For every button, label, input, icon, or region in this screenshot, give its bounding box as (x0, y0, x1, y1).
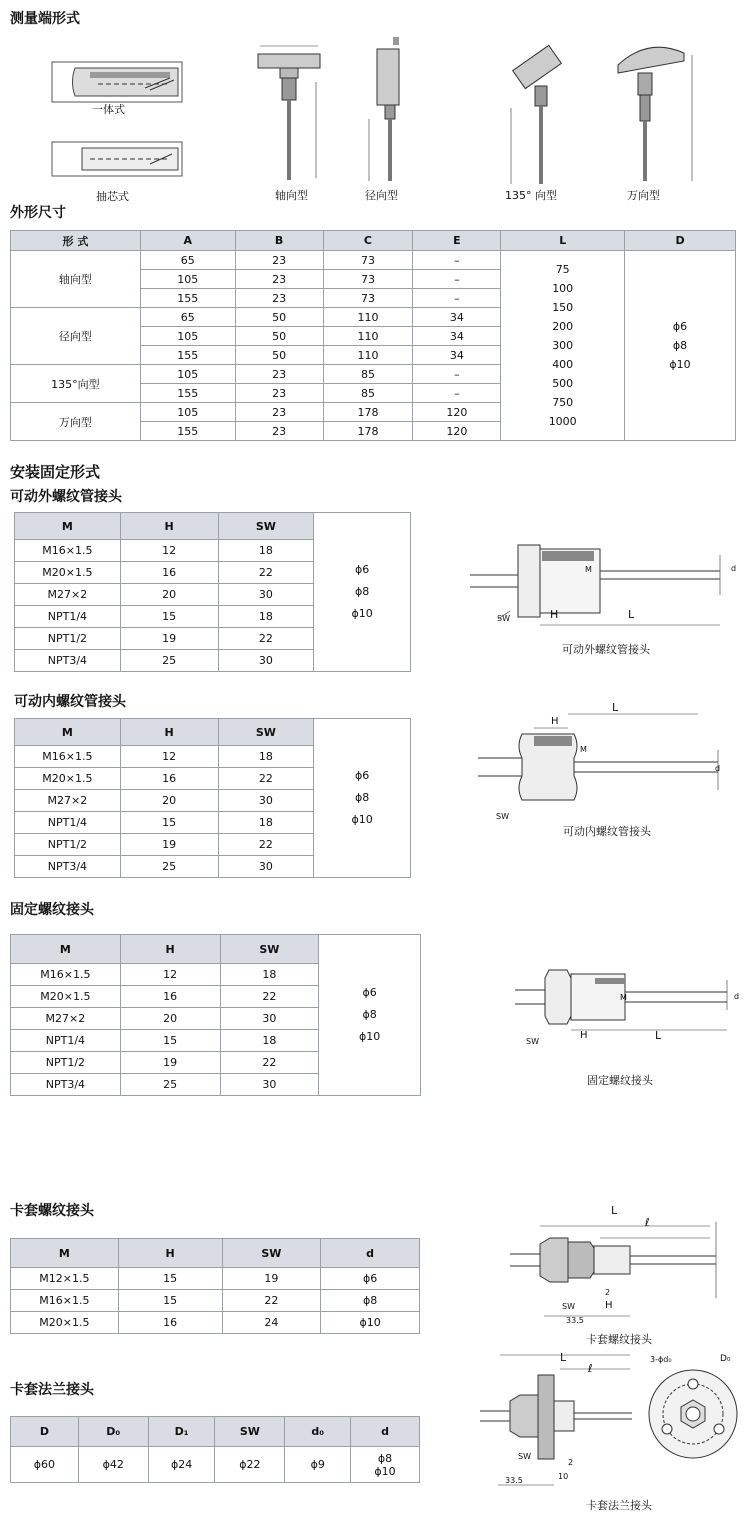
header-sw: SW (222, 1239, 321, 1268)
cell-m: M20×1.5 (11, 1312, 119, 1334)
diagram2-l: L (612, 701, 619, 714)
cell-sw: 30 (218, 790, 314, 812)
cell-m: NPT1/2 (15, 834, 121, 856)
l-value: 500 (552, 377, 574, 390)
dim-cell: 85 (323, 365, 413, 384)
dim-cell: 34 (413, 308, 501, 327)
cell-h: 25 (120, 650, 218, 672)
dim-header-l: L (501, 231, 625, 251)
cell-sw: 30 (218, 584, 314, 606)
dim-cell: 155 (140, 422, 235, 441)
caption-ferrule-thread: 卡套螺纹接头 (586, 1333, 652, 1346)
dim-d-values (625, 251, 736, 441)
cell-m: M27×2 (11, 1008, 121, 1030)
diagram3-l: L (655, 1029, 662, 1042)
cell-sw: 22 (220, 986, 319, 1008)
diagram4-2: 2 (605, 1288, 611, 1297)
diagram5-2: 2 (568, 1458, 574, 1467)
dim-cell: 23 (235, 251, 323, 270)
d-value: ϕ6 (362, 986, 377, 999)
dim-cell: 178 (323, 422, 413, 441)
integral-label: 一体式 (92, 103, 125, 116)
cell-h: 16 (120, 562, 218, 584)
dim-cell: 34 (413, 327, 501, 346)
header-d0: D₀ (78, 1417, 148, 1447)
dim-cell: 85 (323, 384, 413, 403)
d-value: ϕ6 (354, 769, 370, 782)
header-sw: SW (215, 1417, 285, 1447)
diagram2-sw: SW (496, 812, 509, 821)
d-values (314, 719, 411, 878)
cell-sw: ϕ22 (215, 1447, 285, 1483)
caption-movable-male: 可动外螺纹管接头 (562, 643, 650, 656)
header-sw: SW (218, 513, 314, 540)
dim-header-a: A (140, 231, 235, 251)
diagram2-d: d (715, 764, 721, 773)
cell-h: 12 (120, 746, 218, 768)
d-value: ϕ10 (358, 1030, 381, 1043)
d-value: ϕ10 (669, 358, 691, 371)
cell-sw: 30 (218, 856, 314, 878)
dim-cell: 23 (235, 270, 323, 289)
cell-h: 20 (120, 584, 218, 606)
cell-sw: 18 (220, 1030, 319, 1052)
diagram5-holes: 3-ϕd₀ (650, 1355, 672, 1364)
d-value: ϕ8 (354, 585, 370, 598)
diagram4-h: H (605, 1300, 613, 1311)
dim-cell: 178 (323, 403, 413, 422)
dim-header-type: 形 式 (11, 231, 141, 251)
header-h: H (120, 719, 218, 746)
dim-cell: 23 (235, 365, 323, 384)
cell-h: 19 (120, 628, 218, 650)
cell-h: 16 (120, 986, 220, 1008)
cell-m: M27×2 (15, 584, 121, 606)
section-title-movable-female: 可动内螺纹管接头 (14, 694, 126, 710)
diagram3-sw: SW (526, 1037, 539, 1046)
cell-h: 15 (120, 606, 218, 628)
diagram5-335: 33.5 (505, 1476, 523, 1485)
dim-cell: – (413, 384, 501, 403)
cell-h: 12 (120, 540, 218, 562)
caption-fixed-thread: 固定螺纹接头 (587, 1074, 653, 1087)
dim-cell: – (413, 289, 501, 308)
dim-group-name: 轴向型 (11, 251, 141, 308)
dim-group-name: 135°向型 (11, 365, 141, 403)
cell-h: 25 (120, 1074, 220, 1096)
l-value: 100 (552, 282, 574, 295)
cell-d (351, 1447, 420, 1483)
cell-sw: 30 (220, 1008, 319, 1030)
diagram2-h: H (551, 716, 559, 727)
ferrule-thread-table (10, 1238, 420, 1334)
l-value: 75 (555, 263, 570, 276)
l-value: 400 (552, 358, 574, 371)
core-probe-diagram (50, 140, 185, 180)
axial-type-diagram (258, 42, 328, 187)
header-h: H (120, 513, 218, 540)
d-value: ϕ8 (362, 1008, 377, 1021)
diagram3-m: M (620, 993, 627, 1002)
diagram5-10: 10 (558, 1472, 569, 1481)
l-value: 150 (552, 301, 574, 314)
section-title-measuring-end: 测量端形式 (10, 11, 80, 27)
cell-m: M16×1.5 (15, 746, 121, 768)
header-d0-small: d₀ (285, 1417, 351, 1447)
cell-h: 20 (120, 1008, 220, 1030)
dim-cell: 110 (323, 346, 413, 365)
dim-header-d: D (625, 231, 736, 251)
cell-d: ϕ10 (321, 1312, 420, 1334)
d-values (319, 935, 421, 1096)
fixed-thread-diagram (515, 960, 745, 1045)
diagram5-ell: ℓ (588, 1362, 593, 1375)
l-value: 1000 (548, 415, 577, 428)
dim-header-c: C (323, 231, 413, 251)
dim-cell: 105 (140, 403, 235, 422)
section-title-ferrule-flange: 卡套法兰接头 (10, 1382, 94, 1398)
ferrule-thread-diagram (510, 1198, 740, 1323)
header-sw: SW (220, 935, 319, 964)
cell-m: M16×1.5 (15, 540, 121, 562)
d-value: ϕ10 (351, 607, 373, 620)
cell-m: M16×1.5 (11, 964, 121, 986)
cell-m: M20×1.5 (11, 986, 121, 1008)
cell-sw: 19 (222, 1268, 321, 1290)
diagram2-m: M (580, 745, 587, 754)
cell-sw: 22 (218, 628, 314, 650)
angle135-type-label: 135° 向型 (505, 189, 557, 202)
dim-cell: – (413, 365, 501, 384)
cell-d: ϕ6 (321, 1268, 420, 1290)
movable-male-table (14, 512, 411, 672)
dim-group-name: 万向型 (11, 403, 141, 441)
header-sw: SW (218, 719, 314, 746)
cell-m: NPT1/4 (15, 812, 121, 834)
dim-cell: 23 (235, 403, 323, 422)
cell-h: 16 (120, 768, 218, 790)
section-title-ferrule-thread: 卡套螺纹接头 (10, 1203, 94, 1219)
radial-type-label: 径向型 (365, 189, 398, 202)
cell-sw: 24 (222, 1312, 321, 1334)
cell-sw: 22 (222, 1290, 321, 1312)
cell-sw: 22 (218, 834, 314, 856)
cell-d1: ϕ24 (148, 1447, 215, 1483)
dim-cell: 50 (235, 327, 323, 346)
dim-cell: 23 (235, 384, 323, 403)
header-m: M (11, 1239, 119, 1268)
cell-m: M20×1.5 (15, 562, 121, 584)
cell-sw: 22 (218, 768, 314, 790)
section-title-install: 安装固定形式 (10, 463, 101, 481)
cell-m: NPT1/4 (15, 606, 121, 628)
cell-m: M27×2 (15, 790, 121, 812)
universal-type-label: 万向型 (627, 189, 660, 202)
cell-h: 15 (118, 1268, 222, 1290)
header-d: d (351, 1417, 420, 1447)
cell-d0: ϕ42 (78, 1447, 148, 1483)
section-title-fixed-thread: 固定螺纹接头 (10, 902, 94, 918)
movable-male-diagram (470, 535, 740, 635)
cell-m: NPT3/4 (11, 1074, 121, 1096)
cell-sw: 18 (218, 746, 314, 768)
diagram1-m: M (585, 565, 592, 574)
dim-cell: 65 (140, 308, 235, 327)
cell-h: 16 (118, 1312, 222, 1334)
cell-m: NPT3/4 (15, 856, 121, 878)
dim-cell: 110 (323, 327, 413, 346)
section-title-dimensions: 外形尺寸 (10, 205, 66, 221)
dim-cell: – (413, 251, 501, 270)
ferrule-flange-table (10, 1416, 420, 1483)
movable-female-diagram (478, 700, 743, 815)
dim-cell: 120 (413, 403, 501, 422)
diagram5-l: L (560, 1351, 567, 1364)
header-d: d (321, 1239, 420, 1268)
diagram4-l: L (611, 1204, 618, 1217)
d-value: ϕ6 (672, 320, 688, 333)
d-value: ϕ10 (374, 1464, 396, 1478)
cell-sw: 18 (220, 964, 319, 986)
cell-m: NPT1/2 (15, 628, 121, 650)
core-label: 抽芯式 (96, 190, 129, 203)
dim-cell: 73 (323, 270, 413, 289)
cell-h: 25 (120, 856, 218, 878)
dimensions-table (10, 230, 736, 441)
cell-sw: 18 (218, 812, 314, 834)
cell-m: NPT1/4 (11, 1030, 121, 1052)
cell-h: 19 (120, 834, 218, 856)
l-value: 300 (552, 339, 574, 352)
diagram5-sw: SW (518, 1452, 531, 1461)
cell-m: M20×1.5 (15, 768, 121, 790)
diagram4-ell: ℓ (645, 1216, 650, 1229)
dim-cell: 105 (140, 365, 235, 384)
dim-cell: 50 (235, 346, 323, 365)
cell-m: M16×1.5 (11, 1290, 119, 1312)
l-value: 200 (552, 320, 574, 333)
header-d-outer: D (11, 1417, 79, 1447)
caption-movable-female: 可动内螺纹管接头 (563, 825, 651, 838)
dim-cell: 50 (235, 308, 323, 327)
cell-m: M12×1.5 (11, 1268, 119, 1290)
cell-h: 20 (120, 790, 218, 812)
section-title-movable-male: 可动外螺纹管接头 (10, 489, 122, 505)
d-value: ϕ6 (354, 563, 370, 576)
header-m: M (11, 935, 121, 964)
dim-l-values (501, 251, 625, 441)
header-h: H (120, 935, 220, 964)
diagram1-d: d (731, 564, 737, 573)
d-value: ϕ8 (354, 791, 370, 804)
cell-sw: 22 (220, 1052, 319, 1074)
diagram1-sw: SW (497, 614, 510, 623)
universal-type-diagram (598, 35, 698, 185)
dim-cell: 23 (235, 289, 323, 308)
diagram1-l: L (628, 608, 635, 621)
angle135-type-diagram (505, 38, 575, 188)
cell-h: 15 (120, 1030, 220, 1052)
dim-cell: 155 (140, 384, 235, 403)
dim-cell: 105 (140, 327, 235, 346)
dim-cell: 23 (235, 422, 323, 441)
diagram4-335: 33.5 (566, 1316, 584, 1325)
cell-sw: 22 (218, 562, 314, 584)
cell-h: 12 (120, 964, 220, 986)
dim-cell: 105 (140, 270, 235, 289)
header-h: H (118, 1239, 222, 1268)
ferrule-flange-front-diagram (643, 1362, 743, 1462)
cell-h: 15 (118, 1290, 222, 1312)
diagram4-sw: SW (562, 1302, 575, 1311)
header-m: M (15, 513, 121, 540)
cell-m: NPT3/4 (15, 650, 121, 672)
d-value: ϕ8 (672, 339, 688, 352)
dim-header-e: E (413, 231, 501, 251)
diagram5-d0: D₀ (720, 1354, 731, 1364)
d-value: ϕ8 (377, 1451, 393, 1465)
d-value: ϕ10 (351, 813, 373, 826)
caption-ferrule-flange: 卡套法兰接头 (586, 1499, 652, 1512)
diagram3-h: H (580, 1030, 588, 1041)
cell-sw: 30 (220, 1074, 319, 1096)
dim-cell: 73 (323, 289, 413, 308)
dim-cell: – (413, 270, 501, 289)
dim-cell: 110 (323, 308, 413, 327)
dim-group-name: 径向型 (11, 308, 141, 365)
cell-d-outer: ϕ60 (11, 1447, 79, 1483)
cell-sw: 18 (218, 606, 314, 628)
dim-cell: 120 (413, 422, 501, 441)
movable-female-table (14, 718, 411, 878)
dim-cell: 155 (140, 346, 235, 365)
d-values (314, 513, 411, 672)
cell-h: 15 (120, 812, 218, 834)
dim-cell: 155 (140, 289, 235, 308)
l-value: 750 (552, 396, 574, 409)
header-m: M (15, 719, 121, 746)
dim-cell: 34 (413, 346, 501, 365)
diagram3-d: d (734, 992, 740, 1001)
cell-sw: 18 (218, 540, 314, 562)
header-d1: D₁ (148, 1417, 215, 1447)
fixed-thread-table (10, 934, 421, 1096)
cell-d: ϕ8 (321, 1290, 420, 1312)
dim-cell: 65 (140, 251, 235, 270)
axial-type-label: 轴向型 (275, 189, 308, 202)
cell-h: 19 (120, 1052, 220, 1074)
diagram1-h: H (550, 608, 559, 621)
dim-cell: 73 (323, 251, 413, 270)
cell-d0-small: ϕ9 (285, 1447, 351, 1483)
radial-type-diagram (365, 35, 415, 185)
dim-header-b: B (235, 231, 323, 251)
cell-m: NPT1/2 (11, 1052, 121, 1074)
cell-sw: 30 (218, 650, 314, 672)
